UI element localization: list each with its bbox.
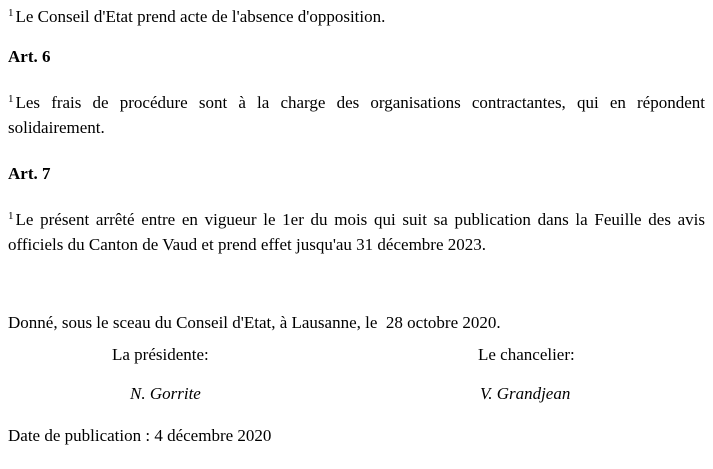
intro-text: Le Conseil d'Etat prend acte de l'absence d'opposition. [15,7,386,26]
article-6-text: Les frais de procédure sont à la charge des organisations contractantes, qui en répondent solidairement. [8,93,705,137]
article-7-paragraph [8,207,705,257]
alinea-number: 1 [8,93,14,105]
article-6-heading: Art. 6 [8,47,51,66]
intro-paragraph [8,4,705,29]
signature-right-role: Le chancelier: [478,345,575,364]
given-at-line: Donné, sous le sceau du Conseil d'Etat, à Lausanne, le 28 octobre 2020. [8,313,501,332]
signature-left-name: N. Gorrite [130,384,201,403]
alinea-number: 1 [8,210,14,222]
alinea-number: 1 [8,7,14,19]
signature-right-name: V. Grandjean [480,384,571,403]
article-7-heading: Art. 7 [8,164,51,183]
signature-left-role: La présidente: [112,345,209,364]
article-7-text: Le présent arrêté entre en vigueur le 1er du mois qui suit sa publication dans la Feuille des avis officiels du Canton de Vaud et prend effet jusqu'au 31 décembre 2023. [8,210,705,254]
publication-date: Date de publication : 4 décembre 2020 [8,426,272,445]
article-6-paragraph [8,90,705,140]
